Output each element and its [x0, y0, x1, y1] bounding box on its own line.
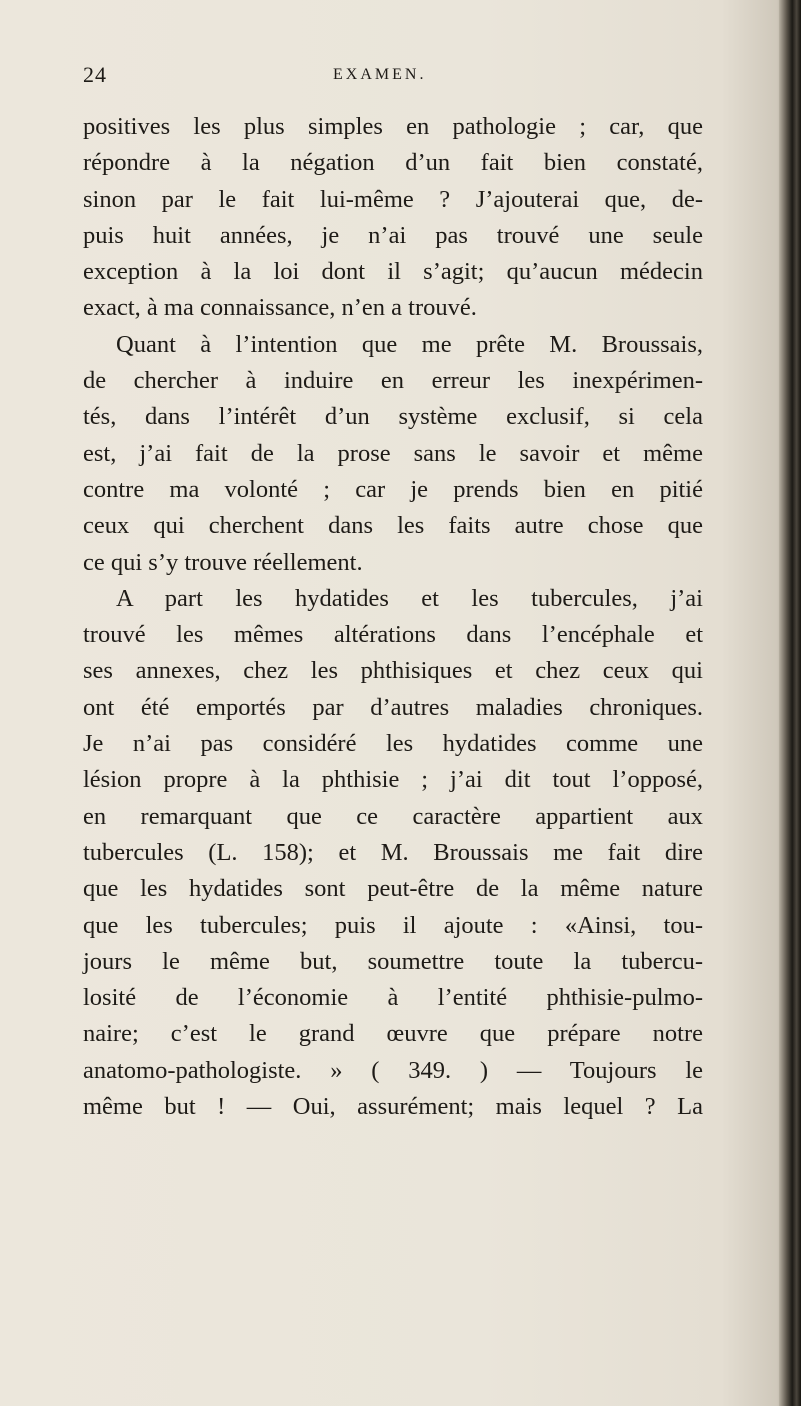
text-line: de chercher à induire en erreur les inexpérimen- — [83, 367, 703, 395]
text-line: exact, à ma connaissance, n’en a trouvé. — [83, 294, 477, 322]
facing-page-edge — [779, 0, 801, 1406]
text-line: en remarquant que ce caractère appartient aux — [83, 802, 703, 830]
paragraph-start-line: Quant à l’intention que me prête M. Broussais, — [116, 330, 703, 358]
text-line: exception à la loi dont il s’agit; qu’aucun médecin — [83, 258, 703, 286]
text-line: que les tubercules; puis il ajoute : «Ainsi, tou- — [83, 911, 703, 939]
text-line: même but ! — Oui, assurément; mais lequel ? La — [83, 1093, 703, 1121]
text-line: Je n’ai pas considéré les hydatides comme une — [83, 730, 703, 758]
text-line: ceux qui cherchent dans les faits autre chose que — [83, 512, 703, 540]
text-line: ont été emportés par d’autres maladies chroniques. — [83, 693, 703, 721]
text-line: trouvé les mêmes altérations dans l’encéphale et — [83, 621, 703, 649]
running-title: EXAMEN. — [333, 66, 427, 83]
page-number: 24 — [83, 62, 107, 87]
text-line: anatomo-pathologiste. » ( 349. ) — Toujours le — [83, 1056, 703, 1084]
text-line: lésion propre à la phthisie ; j’ai dit tout l’opposé, — [83, 766, 703, 794]
body-text — [83, 109, 703, 1125]
text-line: répondre à la négation d’un fait bien constaté, — [83, 149, 703, 177]
paragraph-start-line: A part les hydatides et les tubercules, j’ai — [116, 584, 703, 612]
running-head — [83, 62, 703, 92]
text-line: ce qui s’y trouve réellement. — [83, 548, 363, 576]
text-line: tubercules (L. 158); et M. Broussais me fait dire — [83, 838, 703, 866]
text-line: puis huit années, je n’ai pas trouvé une seule — [83, 221, 703, 249]
text-line: jours le même but, soumettre toute la tubercu- — [83, 947, 703, 975]
text-line: que les hydatides sont peut-être de la même nature — [83, 875, 703, 903]
text-line: ses annexes, chez les phthisiques et chez ceux qui — [83, 657, 703, 685]
text-line: positives les plus simples en pathologie ; car, que — [83, 113, 703, 140]
text-line: losité de l’économie à l’entité phthisie-pulmo- — [83, 984, 703, 1012]
text-line: contre ma volonté ; car je prends bien en pitié — [83, 475, 703, 503]
text-line: sinon par le fait lui-même ? J’ajouterai que, de- — [83, 185, 703, 213]
text-line: tés, dans l’intérêt d’un système exclusif, si cela — [83, 403, 703, 431]
text-line: est, j’ai fait de la prose sans le savoir et même — [83, 439, 703, 467]
text-line: naire; c’est le grand œuvre que prépare notre — [83, 1020, 703, 1048]
